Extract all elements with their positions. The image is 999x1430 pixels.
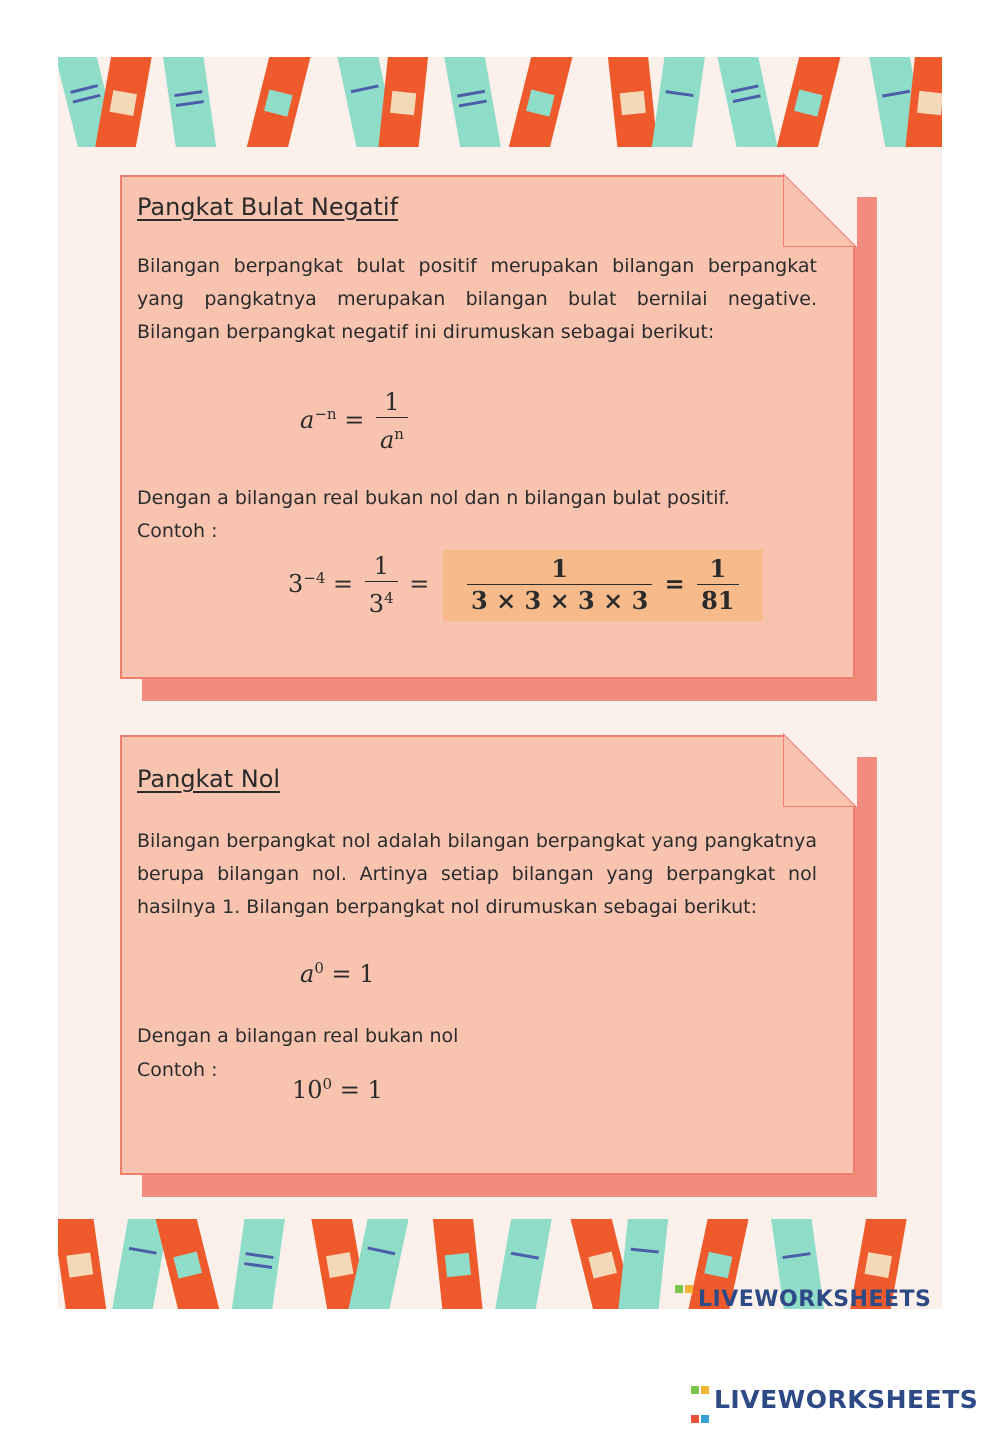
book-decoration bbox=[377, 57, 429, 147]
book-decoration bbox=[245, 57, 312, 147]
book-decoration bbox=[493, 1219, 552, 1309]
logo-icon bbox=[674, 1275, 694, 1309]
books-border-top bbox=[58, 57, 942, 147]
example-fraction-3: $\frac{1}{81}$ bbox=[697, 554, 738, 617]
example-calculation: $10^0 = 1$ bbox=[292, 1075, 383, 1104]
example-label: Contoh : bbox=[137, 520, 218, 542]
liveworksheets-logo[interactable] bbox=[690, 1372, 978, 1430]
book-decoration bbox=[507, 57, 574, 147]
book-decoration bbox=[617, 1219, 669, 1309]
fraction-numerator: 1 bbox=[376, 387, 408, 418]
section-paragraph: Bilangan berpangkat bulat positif merupakan bilangan berpangkat yang pangkatnya merupakan bilangan bulat bernilai negative. Bilangan berpangkat negatif ini dirumuskan sebagai berikut: bbox=[137, 255, 817, 343]
book-decoration bbox=[650, 57, 706, 147]
formula-negative-exponent: $a^{-n}$ = $\frac{1}{a^n}$ bbox=[300, 387, 412, 456]
formula-exponent: −n bbox=[314, 405, 337, 423]
book-decoration bbox=[607, 57, 659, 147]
section-paragraph: Bilangan berpangkat nol adalah bilangan berpangkat yang pangkatnya berupa bilangan nol. Artinya setiap bilangan yang berpangkat nol hasilnya 1. Bilangan berpangkat nol dirumuskan sebagai berikut: bbox=[137, 830, 817, 918]
example-exponent: −4 bbox=[303, 569, 326, 587]
example-calculation: $3^{-4}$ = $\frac{1}{3^4}$ = $\frac{1}{3 \times 3 \times 3 \times 3}$ = $\frac{1}{81}$ bbox=[288, 550, 763, 621]
folded-corner bbox=[783, 173, 857, 247]
section-note: Dengan a bilangan real bukan nol bbox=[137, 1025, 459, 1047]
folded-corner bbox=[783, 733, 857, 807]
highlighted-result: $\frac{1}{3 \times 3 \times 3 \times 3}$ = $\frac{1}{81}$ bbox=[443, 550, 763, 621]
logo-text: LIVEWORKSHEETS bbox=[714, 1385, 979, 1414]
example-fraction-1: $\frac{1}{3^4}$ bbox=[365, 551, 398, 620]
book-decoration bbox=[155, 1219, 222, 1309]
section-title: Pangkat Bulat Negatif bbox=[137, 193, 399, 221]
logo-icon bbox=[690, 1372, 710, 1430]
fraction-denominator: $a^n$ bbox=[379, 425, 404, 454]
book-decoration bbox=[443, 57, 502, 147]
logo-text: LIVEWORKSHEETS bbox=[698, 1287, 932, 1309]
book-decoration bbox=[162, 57, 218, 147]
liveworksheets-logo-inner bbox=[674, 1275, 931, 1309]
example-base: 3 bbox=[288, 570, 304, 598]
book-decoration bbox=[93, 57, 152, 147]
card-body bbox=[120, 735, 855, 1175]
worksheet-page bbox=[58, 57, 942, 1309]
book-decoration bbox=[432, 1219, 484, 1309]
card-pangkat-nol bbox=[120, 735, 855, 1175]
section-note: Dengan a bilangan real bukan nol dan n bilangan bulat positif. bbox=[137, 487, 730, 509]
book-decoration bbox=[716, 57, 779, 147]
book-decoration bbox=[230, 1219, 286, 1309]
book-decoration bbox=[58, 1219, 108, 1309]
formula-zero-exponent: $a^0 = 1$ bbox=[300, 959, 375, 988]
section-title: Pangkat Nol bbox=[137, 765, 281, 793]
example-label: Contoh : bbox=[137, 1059, 218, 1081]
formula-fraction bbox=[376, 387, 408, 456]
book-decoration bbox=[775, 57, 842, 147]
formula-base: a bbox=[300, 406, 315, 434]
card-pangkat-bulat-negatif bbox=[120, 175, 855, 679]
example-fraction-2: $\frac{1}{3 \times 3 \times 3 \times 3}$ bbox=[467, 554, 652, 617]
